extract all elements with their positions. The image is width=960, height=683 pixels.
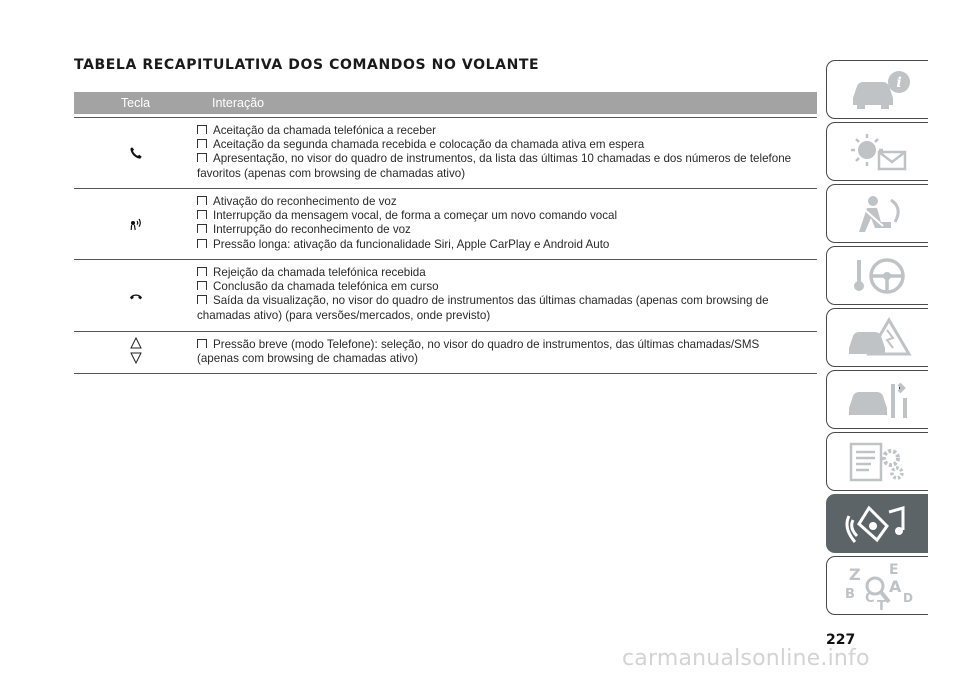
bullet-icon (197, 239, 207, 248)
bullet-icon (197, 295, 207, 304)
bullet-icon (197, 139, 207, 148)
interaction-cell (197, 118, 817, 188)
tab-index[interactable] (826, 556, 928, 615)
continuation-text: chamadas ativo) (para versões/mercados, onde previsto) (197, 308, 491, 322)
table-header (74, 92, 817, 114)
emergency-icon (843, 316, 913, 360)
up-down-arrows-icon (130, 337, 142, 365)
list-item: Conclusão da chamada telefónica em curso (197, 280, 813, 294)
list-item: Interrupção da mensagem vocal, de forma a começar um novo comando vocal (197, 209, 813, 223)
table-row (74, 260, 817, 332)
watermark: carmanualsonline.info (622, 646, 870, 671)
page-number: 227 (826, 632, 856, 648)
list-item: Interrupção do reconhecimento de voz (197, 223, 813, 237)
tab-car-info[interactable] (826, 60, 928, 119)
phone-hangup-icon (129, 291, 143, 301)
list-item: Pressão longa: ativação da funcionalidade Siri, Apple CarPlay e Android Auto (197, 238, 813, 252)
list-item: Ativação do reconhecimento de voz (197, 195, 813, 209)
bullet-icon (197, 125, 207, 134)
bullet-icon (197, 224, 207, 233)
list-item: Rejeição da chamada telefónica recebida (197, 266, 813, 280)
continuation-text: favoritos (apenas com browsing de chamadas ativo) (197, 166, 466, 180)
index-letter: Z (848, 564, 861, 584)
continuation-text: (apenas com browsing de chamadas ativo) (197, 352, 419, 366)
commands-table (74, 92, 817, 374)
index-icon (843, 562, 913, 610)
phone-answer-icon (129, 146, 143, 160)
bullet-icon (197, 339, 207, 348)
safety-airbag-icon (843, 192, 913, 236)
tab-emergency[interactable] (826, 308, 928, 367)
index-letter: A (888, 576, 901, 596)
header-key: Tecla (120, 96, 151, 110)
index-letter: T (876, 598, 886, 610)
car-info-icon (843, 68, 913, 112)
tab-technical-data[interactable] (826, 432, 928, 491)
table-row (74, 189, 817, 260)
bullet-icon (197, 153, 207, 162)
list-item: Aceitação da chamada telefónica a receber (197, 124, 813, 138)
bullet-icon (197, 196, 207, 205)
voice-command-icon (128, 216, 144, 232)
table-row (74, 332, 817, 374)
list-item: Pressão breve (modo Telefone): seleção, no visor do quadro de instrumentos, das últimas chamadas/SMS (197, 338, 813, 352)
index-letter: B (844, 586, 855, 602)
tab-safety[interactable] (826, 184, 928, 243)
starting-driving-icon (843, 254, 913, 298)
header-interaction: Interação (212, 96, 265, 110)
index-letter: C (864, 590, 875, 606)
bullet-icon (197, 267, 207, 276)
index-letter: E (888, 561, 899, 578)
key-cell (74, 189, 197, 259)
list-item: Saída da visualização, no visor do quadro de instrumentos das últimas chamadas (apenas com browsing de (197, 294, 813, 308)
list-item: Aceitação da segunda chamada recebida e colocação da chamada ativa em espera (197, 138, 813, 152)
key-cell (74, 118, 197, 188)
tab-starting-driving[interactable] (826, 246, 928, 305)
technical-data-icon (843, 440, 913, 484)
svg-text:i: i (895, 74, 902, 91)
maintenance-icon (843, 378, 913, 422)
dashboard-lights-icon (843, 130, 913, 174)
interaction-cell (197, 260, 817, 331)
key-cell (74, 332, 197, 373)
interaction-cell (197, 332, 817, 373)
bullet-icon (197, 281, 207, 290)
bullet-icon (197, 210, 207, 219)
list-item: Apresentação, no visor do quadro de instrumentos, da lista das últimas 10 chamadas e dos números de telefone (197, 152, 813, 166)
page-title: TABELA RECAPITULATIVA DOS COMANDOS NO VOLANTE (74, 57, 540, 73)
index-letter: D (902, 590, 913, 605)
multimedia-icon (843, 502, 913, 546)
table-row (74, 117, 817, 189)
tab-dashboard-lights[interactable] (826, 122, 928, 181)
tab-multimedia[interactable] (826, 494, 928, 553)
tab-maintenance[interactable] (826, 370, 928, 429)
key-cell (74, 260, 197, 331)
interaction-cell (197, 189, 817, 259)
